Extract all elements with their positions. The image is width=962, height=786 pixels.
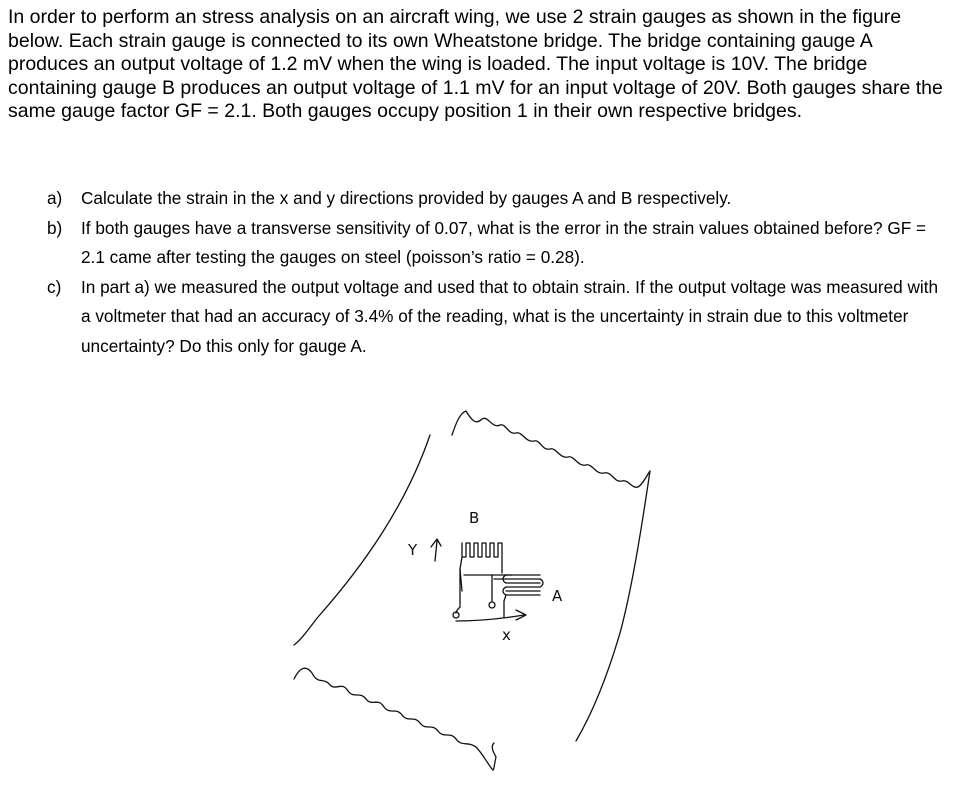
wing-panel-outline bbox=[294, 411, 650, 770]
question-parts-list bbox=[0, 184, 962, 361]
part-text: In part a) we measured the output voltage and used that to obtain strain. If the output voltage was measured with a voltmeter that had an accuracy of 3.4% of the reading, what is the uncertainty in strain due to this voltmeter uncertainty? Do this only for gauge A. bbox=[81, 276, 939, 356]
x-axis-arrow bbox=[456, 610, 526, 621]
question-part-b bbox=[0, 214, 941, 273]
question-part-a bbox=[0, 184, 941, 214]
question-part-c bbox=[0, 273, 941, 362]
wing-sketch-figure bbox=[280, 395, 680, 780]
part-label: c) bbox=[47, 276, 62, 297]
gauge-a-label: A bbox=[552, 587, 563, 605]
y-axis-arrow bbox=[431, 539, 441, 561]
y-axis-label: Y bbox=[408, 541, 418, 559]
problem-statement: In order to perform an stress analysis on an aircraft wing, we use 2 strain gauges as shown in the figure below. Each strain gauge is connected to its own Wheatstone bridge. The bridge containing gauge A produces an output voltage of 1.2 mV when the wing is loaded. The input voltage is 10V. The bridge containing gauge B produces an output voltage of 1.1 mV for an input voltage of 20V. Both gauges share the same gauge factor GF = 2.1. Both gauges occupy position 1 in their own respective bridges. bbox=[8, 6, 943, 123]
wing-sketch-drawing bbox=[280, 395, 680, 780]
part-text: Calculate the strain in the x and y directions provided by gauges A and B respectively. bbox=[81, 188, 732, 208]
part-text: If both gauges have a transverse sensitivity of 0.07, what is the error in the strain values obtained before? GF = 2.1 came after testing the gauges on steel (poisson’s ratio = 0.28). bbox=[81, 217, 927, 267]
part-label: b) bbox=[47, 217, 63, 238]
part-label: a) bbox=[47, 188, 63, 208]
x-axis-label: x bbox=[502, 626, 511, 644]
gauge-b-label: B bbox=[469, 509, 480, 527]
